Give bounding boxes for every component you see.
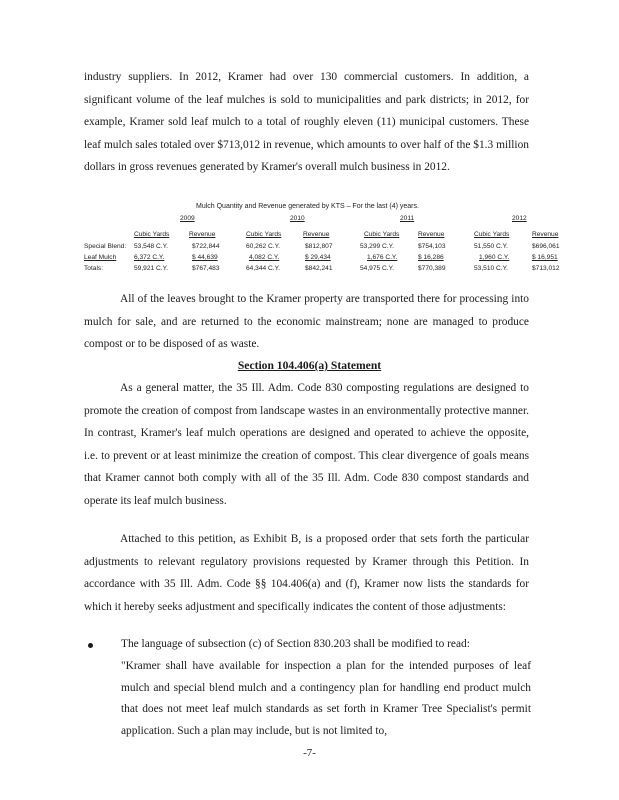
- year-2012: 2012: [512, 215, 527, 222]
- table-column-headers: [0, 231, 619, 243]
- table-cell: 1,960 C.Y.: [479, 254, 510, 261]
- table-title: Mulch Quantity and Revenue generated by KTS – For the last (4) years.: [196, 203, 419, 210]
- attached-petition-paragraph: Attached to this petition, as Exhibit B, is a proposed order that sets forth the particular adjustments to relevant regulatory provisions requested by Kramer through this Petition. In accordance with 35 Ill. Adm. Code §§ 104.406(a) and (f), Kramer now lists the standards for which it hereby seeks adjustment and specifically indicates the content of those adjustments:: [84, 533, 529, 613]
- table-cell: $842,241: [305, 265, 333, 272]
- quoted-language: "Kramer shall have available for inspection a plan for the intended purposes of leaf mulch and special blend mulch and a contingency plan for handling end product mulch that does not meet leaf mulch standards as set forth in Kramer Tree Specialist's permit application. Such a plan may include, but is not limited to,: [121, 660, 531, 737]
- bullet-icon: [88, 643, 93, 648]
- table-cell: $722,844: [192, 243, 220, 250]
- table-cell: 6,372 C.Y.: [134, 254, 165, 261]
- table-row-totals: [0, 265, 619, 277]
- table-cell: 64,344 C.Y.: [246, 265, 280, 272]
- section-heading: Section 104.406(a) Statement: [237, 359, 382, 372]
- table-cell: $ 44,639: [192, 254, 218, 261]
- table-cell: 60,262 C.Y.: [246, 243, 280, 250]
- table-cell: $767,483: [192, 265, 220, 272]
- general-matter-paragraph: As a general matter, the 35 Ill. Adm. Code 830 composting regulations are designed to promote the creation of compost from landscape wastes in an environmentally protective manner. In contrast, Kramer's leaf mulch operations are designed and operated to achieve the opposite, i.e. to prevent or at least minimize the creation of compost. This clear divergence of goals means that Kramer cannot both comply with all of the 35 Ill. Adm. Code 830 compost standards and operate its leaf mulch business.: [84, 382, 529, 507]
- col-revenue-2011: Revenue: [418, 231, 445, 238]
- table-cell: $770,389: [418, 265, 446, 272]
- table-cell: 54,975 C.Y.: [360, 265, 394, 272]
- year-2010: 2010: [290, 215, 305, 222]
- intro-paragraph: industry suppliers. In 2012, Kramer had over 130 commercial customers. In addition, a significant volume of the leaf mulches is sold to municipalities and park districts; in 2012, for example, Kramer sold leaf mulch to a total of roughly eleven (11) municipal customers. These leaf mulch sales totaled over $713,012 in revenue, which amounts to over half of the $1.3 million dollars in gross revenues generated by Kramer's overall mulch business in 2012.: [84, 71, 529, 174]
- col-revenue-2009: Revenue: [189, 231, 216, 238]
- row-label: Special Blend:: [84, 243, 127, 250]
- col-cubic-yards-2010: Cubic Yards: [246, 231, 282, 238]
- table-cell: 4,082 C.Y.: [249, 254, 280, 261]
- page-number: -7-: [303, 747, 316, 759]
- table-cell: $696,061: [532, 243, 560, 250]
- leaves-paragraph: All of the leaves brought to the Kramer property are transported there for processing into mulch for sale, and are returned to the economic mainstream; none are managed to produce compost or to be disposed of as waste.: [84, 293, 529, 351]
- bullet-item: The language of subsection (c) of Section 830.203 shall be modified to read:: [121, 638, 470, 650]
- table-cell: $ 16,951: [532, 254, 558, 261]
- table-cell: 53,548 C.Y.: [134, 243, 168, 250]
- col-cubic-yards-2011: Cubic Yards: [364, 231, 400, 238]
- col-revenue-2010: Revenue: [303, 231, 330, 238]
- col-cubic-yards-2012: Cubic Yards: [474, 231, 510, 238]
- year-2009: 2009: [180, 215, 195, 222]
- table-cell: 53,299 C.Y.: [360, 243, 394, 250]
- row-label: Totals:: [84, 265, 104, 272]
- row-label: Leaf Mulch: [84, 254, 117, 261]
- table-cell: $713,012: [532, 265, 560, 272]
- table-cell: $812,807: [305, 243, 333, 250]
- table-cell: $ 16,286: [418, 254, 444, 261]
- table-cell: $ 29,434: [305, 254, 331, 261]
- table-cell: $754,103: [418, 243, 446, 250]
- col-cubic-yards-2009: Cubic Yards: [134, 231, 170, 238]
- year-2011: 2011: [400, 215, 415, 222]
- table-cell: 59,921 C.Y.: [134, 265, 168, 272]
- col-revenue-2012: Revenue: [532, 231, 559, 238]
- table-cell: 51,550 C.Y.: [474, 243, 508, 250]
- table-year-row: [0, 215, 619, 227]
- table-cell: 53,510 C.Y.: [474, 265, 508, 272]
- table-cell: 1,676 C.Y.: [367, 254, 398, 261]
